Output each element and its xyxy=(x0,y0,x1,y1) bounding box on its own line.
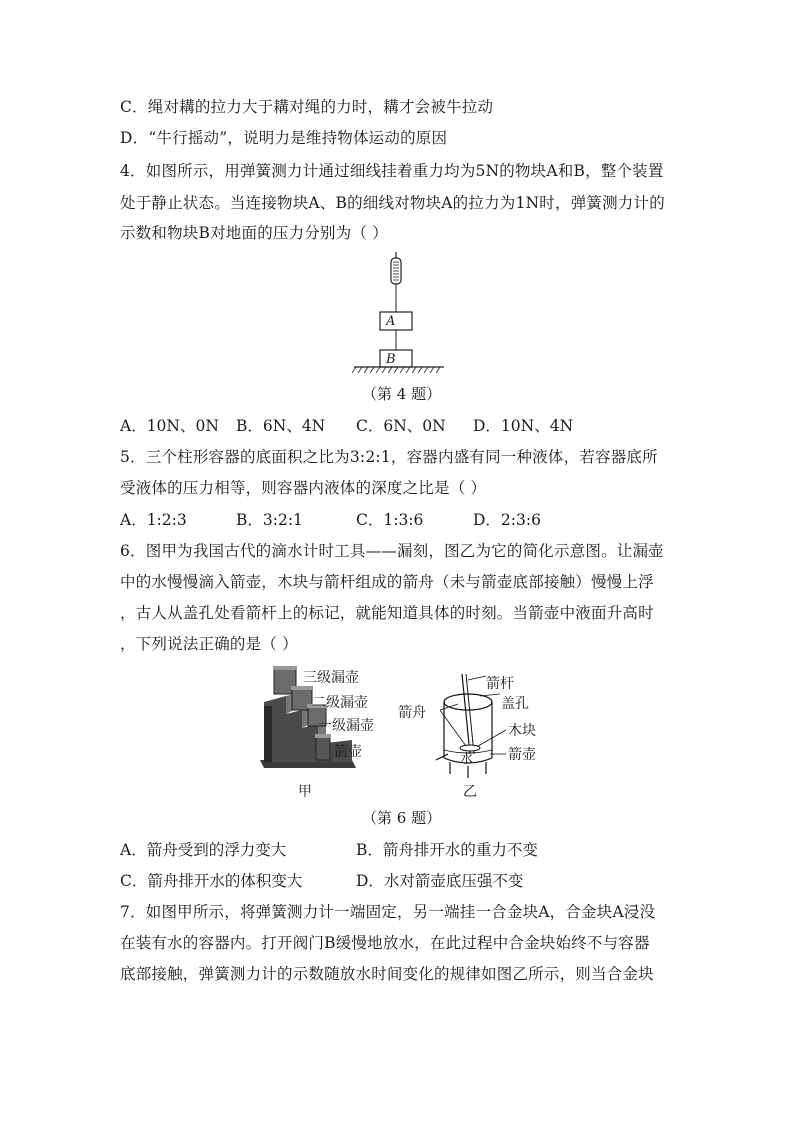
question-4-line-2: 处于静止状态。当连接物块A、B的细线对物块A的拉力为1N时，弹簧测力计的 xyxy=(120,194,665,212)
q6-caption: （第 6 题） xyxy=(362,809,442,827)
q5-option-a: A．1:2:3 xyxy=(120,511,187,529)
q6-option-d: D．水对箭壶底压强不变 xyxy=(356,872,524,890)
question-4-line-1: 4．如图所示，用弹簧测力计通过细线挂着重力均为5N的物块A和B，整个装置 xyxy=(120,162,664,180)
question-5-line-1: 5．三个柱形容器的底面积之比为3:2:1，容器内盛有同一种液体，若容器底所 xyxy=(120,448,658,466)
question-7-line-2: 在装有水的容器内。打开阀门B缓慢地放水，在此过程中合金块始终不与容器 xyxy=(120,934,650,952)
question-7-line-3: 底部接触，弹簧测力计的示数随放水时间变化的规律如图乙所示，则当合金块 xyxy=(120,965,654,983)
q6-option-c: C．箭舟排开水的体积变大 xyxy=(120,872,303,890)
question-5-line-2: 受液体的压力相等，则容器内液体的深度之比是（ ） xyxy=(120,479,487,497)
question-6-line-4: ，下列说法正确的是（ ） xyxy=(120,635,298,653)
q4-option-b: B．6N、4N xyxy=(236,417,326,435)
tag-lid-hole: 盖孔 xyxy=(501,696,529,712)
q5-option-d: D．2:3:6 xyxy=(473,511,541,529)
option-c-q3: C．绳对耩的拉力大于耩对绳的力时，耩才会被牛拉动 xyxy=(120,98,494,116)
block-a-label: A xyxy=(386,314,396,329)
q6-option-b: B．箭舟排开水的重力不变 xyxy=(356,841,538,859)
tag-level-1-vessel: 一级漏壶 xyxy=(318,718,374,734)
q4-option-c: C．6N、0N xyxy=(356,417,446,435)
q6-option-a: A．箭舟受到的浮力变大 xyxy=(120,841,287,859)
figure-jia-label: 甲 xyxy=(298,784,312,800)
q5-option-c: C．1:3:6 xyxy=(356,511,424,529)
figure-yi-label: 乙 xyxy=(463,784,477,800)
question-7-line-1: 7．如图甲所示，将弹簧测力计一端固定，另一端挂一合金块A，合金块A浸没 xyxy=(120,903,656,921)
tag-wood-block: 木块 xyxy=(508,723,536,739)
question-6-line-2: 中的水慢慢滴入箭壶，木块与箭杆组成的箭舟（未与箭壶底部接触）慢慢上浮 xyxy=(120,573,654,591)
tag-water: 水 xyxy=(460,752,474,767)
tag-level-2-vessel: 二级漏壶 xyxy=(312,695,368,711)
q4-option-a: A．10N、0N xyxy=(120,417,219,435)
tag-arrow-rod: 箭杆 xyxy=(486,676,514,692)
question-6-line-1: 6．图甲为我国古代的滴水计时工具——漏刻，图乙为它的简化示意图。让漏壶 xyxy=(120,542,664,560)
question-4-line-3: 示数和物块B对地面的压力分别为（ ） xyxy=(120,224,388,242)
q4-caption: （第 4 题） xyxy=(362,385,442,403)
tag-level-3-vessel: 三级漏壶 xyxy=(303,670,359,686)
question-6-line-3: ，古人从盖孔处看箭杆上的标记，就能知道具体的时刻。当箭壶中液面升高时 xyxy=(120,604,654,622)
tag-arrow-vessel-yi: 箭壶 xyxy=(508,747,536,763)
tag-arrow-boat: 箭舟 xyxy=(398,705,426,721)
option-d-q3: D．“牛行摇动”，说明力是维持物体运动的原因 xyxy=(120,129,448,147)
block-b-label: B xyxy=(386,352,396,367)
q4-option-d: D．10N、4N xyxy=(473,417,574,435)
tag-arrow-vessel-jia: 箭壶 xyxy=(334,744,362,760)
q5-option-b: B．3:2:1 xyxy=(236,511,303,529)
